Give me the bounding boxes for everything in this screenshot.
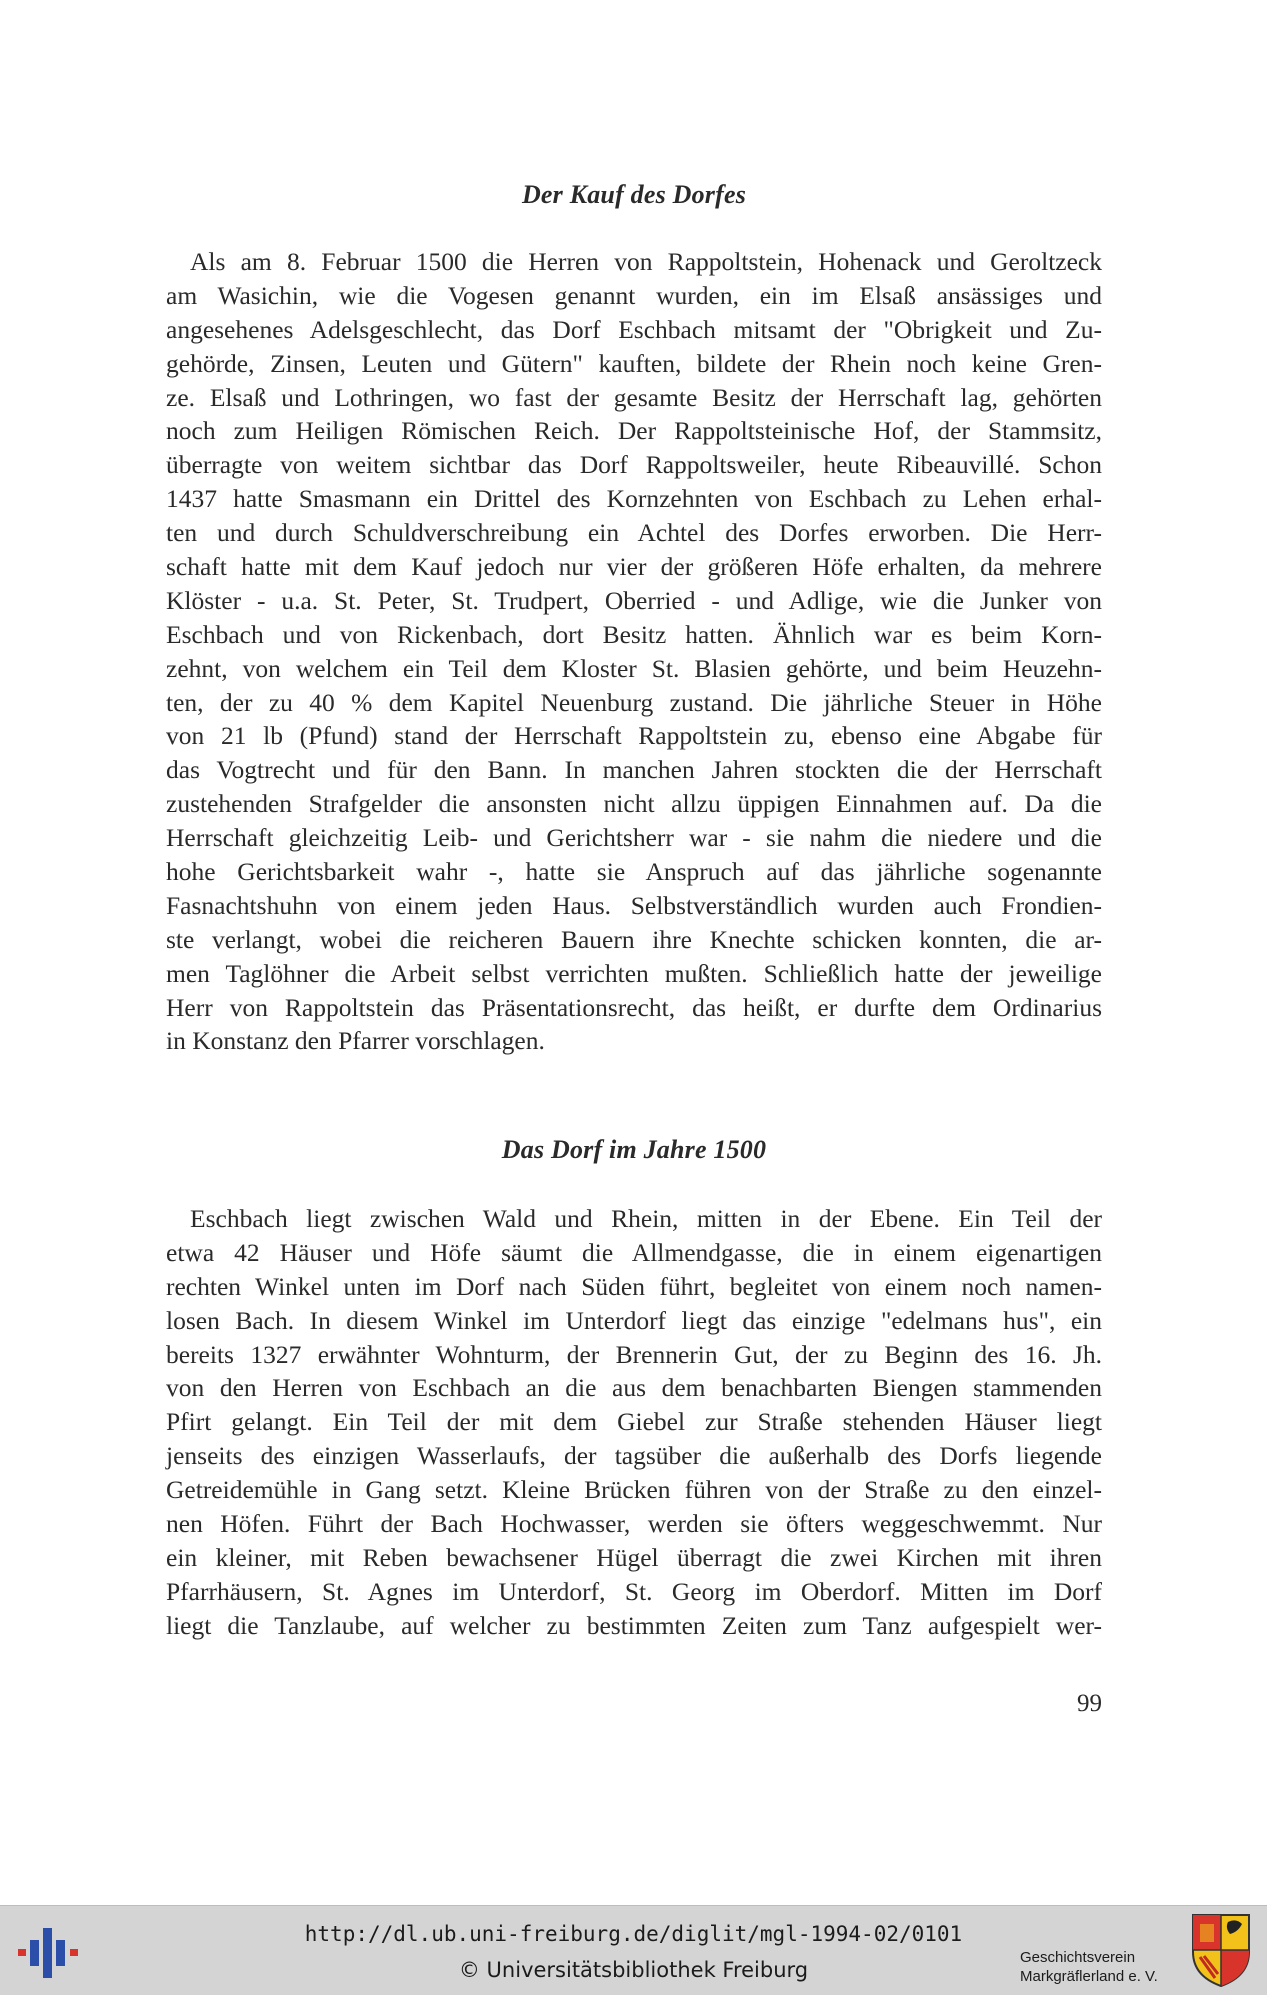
- text-line: men Taglöhner die Arbeit selbst verrichten mußten. Schließlich hatte der jeweilige: [166, 958, 1102, 988]
- permalink-url[interactable]: http://dl.ub.uni-freiburg.de/diglit/mgl-1994-02/0101: [304, 1922, 963, 1946]
- text-line: ten und durch Schuldverschreibung ein Achtel des Dorfes erworben. Die Herr-: [166, 518, 1102, 548]
- page-number: 99: [1077, 1690, 1102, 1717]
- text-line: rechten Winkel unten im Dorf nach Süden führt, begleitet von einem noch namen-: [166, 1271, 1102, 1301]
- text-line: ten, der zu 40 % dem Kapitel Neuenburg zustand. Die jährliche Steuer in Höhe: [166, 687, 1102, 717]
- text-line: losen Bach. In diesem Winkel im Unterdorf liegt das einzige "edelmans hus", ein: [166, 1305, 1102, 1335]
- text-line: Fasnachtshuhn von einem jeden Haus. Selbstverständlich wurden auch Frondien-: [166, 890, 1102, 920]
- section-heading-village: Das Dorf im Jahre 1500: [501, 1135, 767, 1164]
- coat-of-arms-icon[interactable]: [1190, 1912, 1252, 1988]
- section-heading-purchase: Der Kauf des Dorfes: [521, 180, 747, 209]
- text-line: hohe Gerichtsbarkeit wahr -, hatte sie Anspruch auf das jährliche sogenannte: [166, 857, 1102, 887]
- text-line: von den Herren von Eschbach an die aus dem benachbarten Biengen stammenden: [166, 1373, 1102, 1403]
- paragraph-purchase: [166, 245, 1102, 1058]
- text-line: ein kleiner, mit Reben bewachsener Hügel überragt die zwei Kirchen mit ihren: [166, 1542, 1102, 1572]
- text-line: Eschbach und von Rickenbach, dort Besitz hatten. Ähnlich war es beim Korn-: [166, 619, 1102, 649]
- text-line: jenseits des einzigen Wasserlaufs, der tagsüber die außerhalb des Dorfs liegende: [166, 1441, 1102, 1471]
- text-line: 1437 hatte Smasmann ein Drittel des Kornzehnten von Eschbach zu Lehen erhal-: [166, 484, 1102, 514]
- text-line: am Wasichin, wie die Vogesen genannt wurden, ein im Elsaß ansässiges und: [166, 280, 1102, 310]
- text-line: zustehenden Strafgelder die ansonsten nicht allzu üppigen Einnahmen auf. Da die: [166, 789, 1102, 819]
- text-line: Pfirt gelangt. Ein Teil der mit dem Giebel zur Straße stehenden Häuser liegt: [166, 1407, 1102, 1437]
- text-line: noch zum Heiligen Römischen Reich. Der Rappoltsteinische Hof, der Stammsitz,: [166, 416, 1102, 446]
- text-line: überragte von weitem sichtbar das Dorf Rappoltsweiler, heute Ribeauvillé. Schon: [166, 450, 1102, 480]
- text-line: schaft hatte mit dem Kauf jedoch nur vier der größeren Höfe erhalten, da mehrere: [166, 552, 1102, 582]
- society-name: [1020, 1948, 1158, 1986]
- viewer-footer: [0, 1905, 1267, 1995]
- text-line: Als am 8. Februar 1500 die Herren von Rappoltstein, Hohenack und Geroltzeck: [190, 247, 1102, 276]
- text-line: ste verlangt, wobei die reicheren Bauern ihre Knechte schicken konnten, die ar-: [166, 924, 1102, 954]
- text-line: angesehenes Adelsgeschlecht, das Dorf Eschbach mitsamt der "Obrigkeit und Zu-: [166, 314, 1102, 344]
- text-line: nen Höfen. Führt der Bach Hochwasser, werden sie öfters weggeschwemmt. Nur: [166, 1509, 1102, 1539]
- text-line: zehnt, von welchem ein Teil dem Kloster St. Blasien gehörte, und beim Heuzehn-: [166, 653, 1102, 683]
- text-line: Herr von Rappoltstein das Präsentationsrecht, das heißt, er durfte dem Ordinarius: [166, 992, 1102, 1022]
- paragraph-village: [166, 1202, 1102, 1643]
- text-line: Pfarrhäusern, St. Agnes im Unterdorf, St. Georg im Oberdorf. Mitten im Dorf: [166, 1576, 1102, 1606]
- text-line: liegt die Tanzlaube, auf welcher zu bestimmten Zeiten zum Tanz aufgespielt wer-: [166, 1610, 1102, 1640]
- society-name-line-1: Geschichtsverein: [1020, 1949, 1136, 1966]
- text-line: bereits 1327 erwähnter Wohnturm, der Brennerin Gut, der zu Beginn des 16. Jh.: [166, 1339, 1102, 1369]
- text-line: von 21 lb (Pfund) stand der Herrschaft Rappoltstein zu, ebenso eine Abgabe für: [166, 721, 1102, 751]
- text-line: das Vogtrecht und für den Bann. In manchen Jahren stockten die der Herrschaft: [166, 755, 1102, 785]
- text-line: Klöster - u.a. St. Peter, St. Trudpert, Oberried - und Adlige, wie die Junker von: [166, 585, 1102, 615]
- text-line: Getreidemühle in Gang setzt. Kleine Brücken führen von der Straße zu den einzel-: [166, 1475, 1102, 1505]
- text-line: etwa 42 Häuser und Höfe säumt die Allmendgasse, die in einem eigenartigen: [166, 1237, 1102, 1267]
- copyright-notice: © Universitätsbibliothek Freiburg: [458, 1958, 809, 1982]
- society-name-line-2: Markgräflerland e. V.: [1020, 1968, 1158, 1985]
- text-line: ze. Elsaß und Lothringen, wo fast der gesamte Besitz der Herrschaft lag, gehörten: [166, 382, 1102, 412]
- text-line: in Konstanz den Pfarrer vorschlagen.: [166, 1026, 545, 1056]
- text-line: gehörde, Zinsen, Leuten und Gütern" kauften, bildete der Rhein noch keine Gren-: [166, 348, 1102, 378]
- text-line: Eschbach liegt zwischen Wald und Rhein, mitten in der Ebene. Ein Teil der: [190, 1204, 1102, 1233]
- text-line: Herrschaft gleichzeitig Leib- und Gerichtsherr war - sie nahm die niedere und die: [166, 823, 1102, 853]
